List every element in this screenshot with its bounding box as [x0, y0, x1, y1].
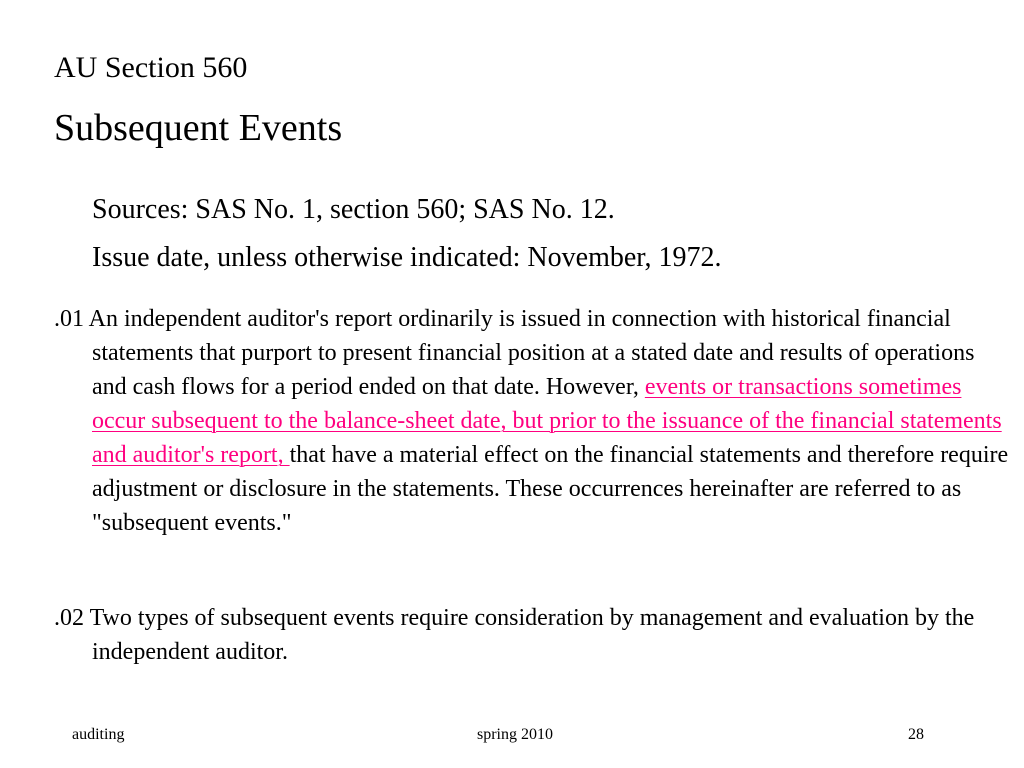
footer-course: auditing: [72, 726, 125, 743]
paragraph-01-text-before: .01 An independent auditor's report ordinarily is issued in connection with historical financial statements that purport to present financial position at a stated date and results of operations and cash flows for a period ended on that date. However,: [54, 306, 975, 400]
footer-page-number: 28: [908, 726, 924, 743]
paragraph-01-text-after: that have a material effect on the financial statements and therefore require adjustment or disclosure in the statements. These occurrences hereinafter are referred to as "subsequent events.": [92, 442, 1009, 536]
slide-title: Subsequent Events: [54, 107, 343, 149]
sources-block: [92, 186, 722, 282]
footer-term: spring 2010: [477, 726, 553, 743]
sources-line: Sources: SAS No. 1, section 560; SAS No. 12.: [92, 194, 615, 225]
issue-date-line: Issue date, unless otherwise indicated: November, 1972.: [92, 242, 722, 273]
paragraph-02: .02 Two types of subsequent events require consideration by management and evaluation by the independent auditor.: [54, 605, 975, 665]
highlighted-link[interactable]: events or transactions sometimes occur subsequent to the balance-sheet date, but prior to the issuance of the financial statements and auditor's report,: [92, 374, 1002, 468]
paragraph-01: [54, 302, 1014, 540]
section-heading: AU Section 560: [54, 51, 248, 84]
